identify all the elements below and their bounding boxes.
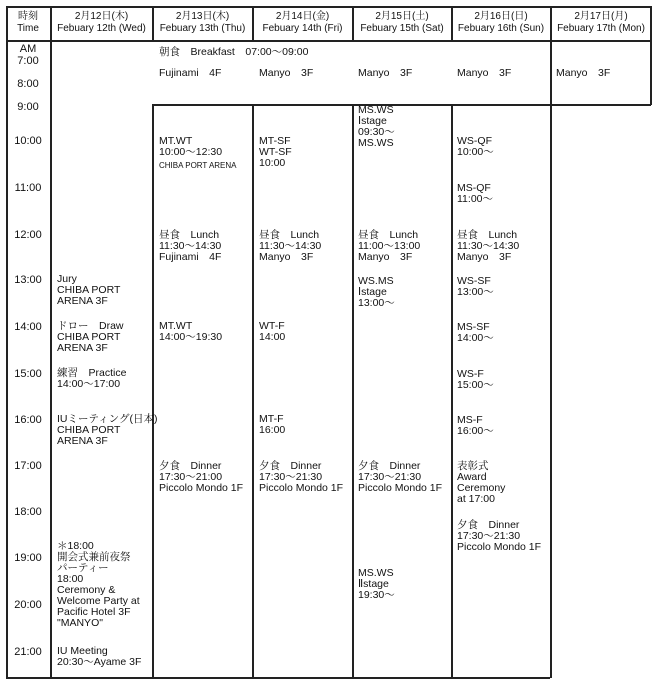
breakfast-venue-sat: Manyo 3F: [358, 67, 413, 79]
day-header-en: Febuary 17th (Mon): [557, 23, 645, 34]
day-header-thu: [153, 6, 252, 40]
schedule-table: [6, 6, 651, 678]
time-label: 8:00: [17, 78, 39, 90]
thu-dinner: 夕食 Dinner 17:30〜21:00 Piccolo Mondo 1F: [159, 460, 244, 494]
day-header-jp: 2月12日(木): [74, 11, 129, 22]
breakfast-venue-mon: Manyo 3F: [556, 67, 611, 79]
wed-ceremony: ＊18:00 開会式兼前夜祭 パーティー 18:00 Ceremony & Welcome Party at Pacific Hotel 3F "MANYO": [57, 540, 140, 629]
time-label: 21:00: [14, 646, 42, 658]
day-header-jp: 2月15日(土): [375, 11, 429, 22]
breakfast-venue-fri: Manyo 3F: [259, 67, 314, 79]
header-bottom-border: [6, 40, 651, 42]
time-label: 11:00: [14, 182, 42, 194]
time-label: 13:00: [14, 274, 42, 286]
wed-draw: ドロー Draw CHIBA PORT ARENA 3F: [57, 320, 124, 354]
thu-mtwt-2: MT.WT 14:00〜19:30: [159, 320, 223, 343]
fri-dinner: 夕食 Dinner 17:30〜21:30 Piccolo Mondo 1F: [259, 460, 344, 494]
day-header-sun: [452, 6, 550, 40]
fri-semifinal: MT-SF WT-SF 10:00: [259, 135, 292, 169]
time-label: 7:00: [17, 55, 39, 67]
time-label: 16:00: [14, 414, 42, 426]
day-header-en: Febuary 13th (Thu): [159, 23, 246, 34]
column-divider-1: [50, 6, 52, 678]
time-label: 9:00: [17, 101, 39, 113]
sat-wsms: WS.MS Ⅰstage 13:00〜: [358, 275, 395, 309]
sat-lunch: 昼食 Lunch 11:00〜13:00 Manyo 3F: [358, 229, 421, 263]
sun-ws-sf: WS-SF 13:00〜: [457, 275, 494, 298]
day-header-en: Febuary 14th (Fri): [262, 23, 343, 34]
wed-iu-meeting-2: IU Meeting 20:30〜Ayame 3F: [57, 645, 142, 668]
column-divider-5b: [451, 105, 453, 678]
day-header-fri: [253, 6, 352, 40]
column-divider-4b: [352, 105, 354, 678]
time-label: 18:00: [14, 506, 42, 518]
breakfast-venue-thu: Fujinami 4F: [159, 67, 222, 79]
day-header-jp: 2月14日(金): [275, 11, 330, 22]
wed-iu-meeting: IUミーティング(日本) CHIBA PORT ARENA 3F: [57, 413, 158, 447]
column-divider-6: [550, 6, 552, 678]
sun-ms-f: MS-F 16:00〜: [457, 414, 494, 437]
time-label: 12:00: [14, 229, 42, 241]
day-header-en: Febuary 12th (Wed): [57, 23, 146, 34]
sun-dinner: 夕食 Dinner 17:30〜21:30 Piccolo Mondo 1F: [457, 519, 542, 553]
day-header-mon: [551, 6, 651, 40]
wed-jury: Jury CHIBA PORT ARENA 3F: [57, 273, 121, 307]
thu-mtwt-1-venue: CHIBA PORT ARENA: [159, 161, 237, 170]
time-label: AM: [19, 43, 37, 55]
thu-mtwt-1: MT.WT 10:00〜12:30: [159, 135, 223, 158]
fri-wt-final: WT-F 14:00: [259, 320, 286, 343]
day-header-en: Febuary 16th (Sun): [457, 23, 545, 34]
time-label: 20:00: [14, 599, 42, 611]
time-label: 10:00: [14, 135, 42, 147]
day-header-jp: 2月13日(木): [175, 11, 230, 22]
time-header: [6, 6, 50, 40]
breakfast-venue-sun: Manyo 3F: [457, 67, 512, 79]
time-header-jp: 時刻: [18, 11, 38, 22]
day-header-en: Febuary 15th (Sat): [360, 23, 444, 34]
column-divider-2b: [152, 105, 154, 678]
breakfast-bottom-border: [152, 104, 651, 106]
fri-mt-final: MT-F 16:00: [259, 413, 286, 436]
day-header-jp: 2月17日(月): [574, 11, 628, 22]
sun-ms-qf: MS-QF 11:00〜: [457, 182, 493, 205]
sun-ws-qf: WS-QF 10:00〜: [457, 135, 494, 158]
day-header-sat: [353, 6, 451, 40]
day-header-jp: 2月16日(日): [474, 11, 528, 22]
column-divider-3b: [252, 105, 254, 678]
sun-lunch: 昼食 Lunch 11:30〜14:30 Manyo 3F: [457, 229, 520, 263]
sun-ms-sf: MS-SF 14:00〜: [457, 321, 494, 344]
sun-ws-f: WS-F 15:00〜: [457, 368, 494, 391]
breakfast-label: 朝食 Breakfast 07:00〜09:00: [159, 46, 309, 58]
time-header-en: Time: [17, 23, 39, 34]
time-label: 17:00: [14, 460, 42, 472]
day-header-wed: [51, 6, 152, 40]
sat-msws-2: MS.WS Ⅱstage 19:30〜: [358, 567, 395, 601]
sat-dinner: 夕食 Dinner 17:30〜21:30 Piccolo Mondo 1F: [358, 460, 443, 494]
sun-award: 表彰式 Award Ceremony at 17:00: [457, 460, 506, 505]
time-label: 19:00: [14, 552, 42, 564]
fri-lunch: 昼食 Lunch 11:30〜14:30 Manyo 3F: [259, 229, 322, 263]
thu-lunch: 昼食 Lunch 11:30〜14:30 Fujinami 4F: [159, 229, 222, 263]
time-label: 14:00: [14, 321, 42, 333]
sat-msws-1: MS.WS Ⅰstage 09:30〜 MS.WS: [358, 104, 395, 149]
time-label: 15:00: [14, 368, 42, 380]
outer-bottom-border: [6, 677, 550, 679]
wed-practice: 練習 Practice 14:00〜17:00: [57, 367, 127, 390]
